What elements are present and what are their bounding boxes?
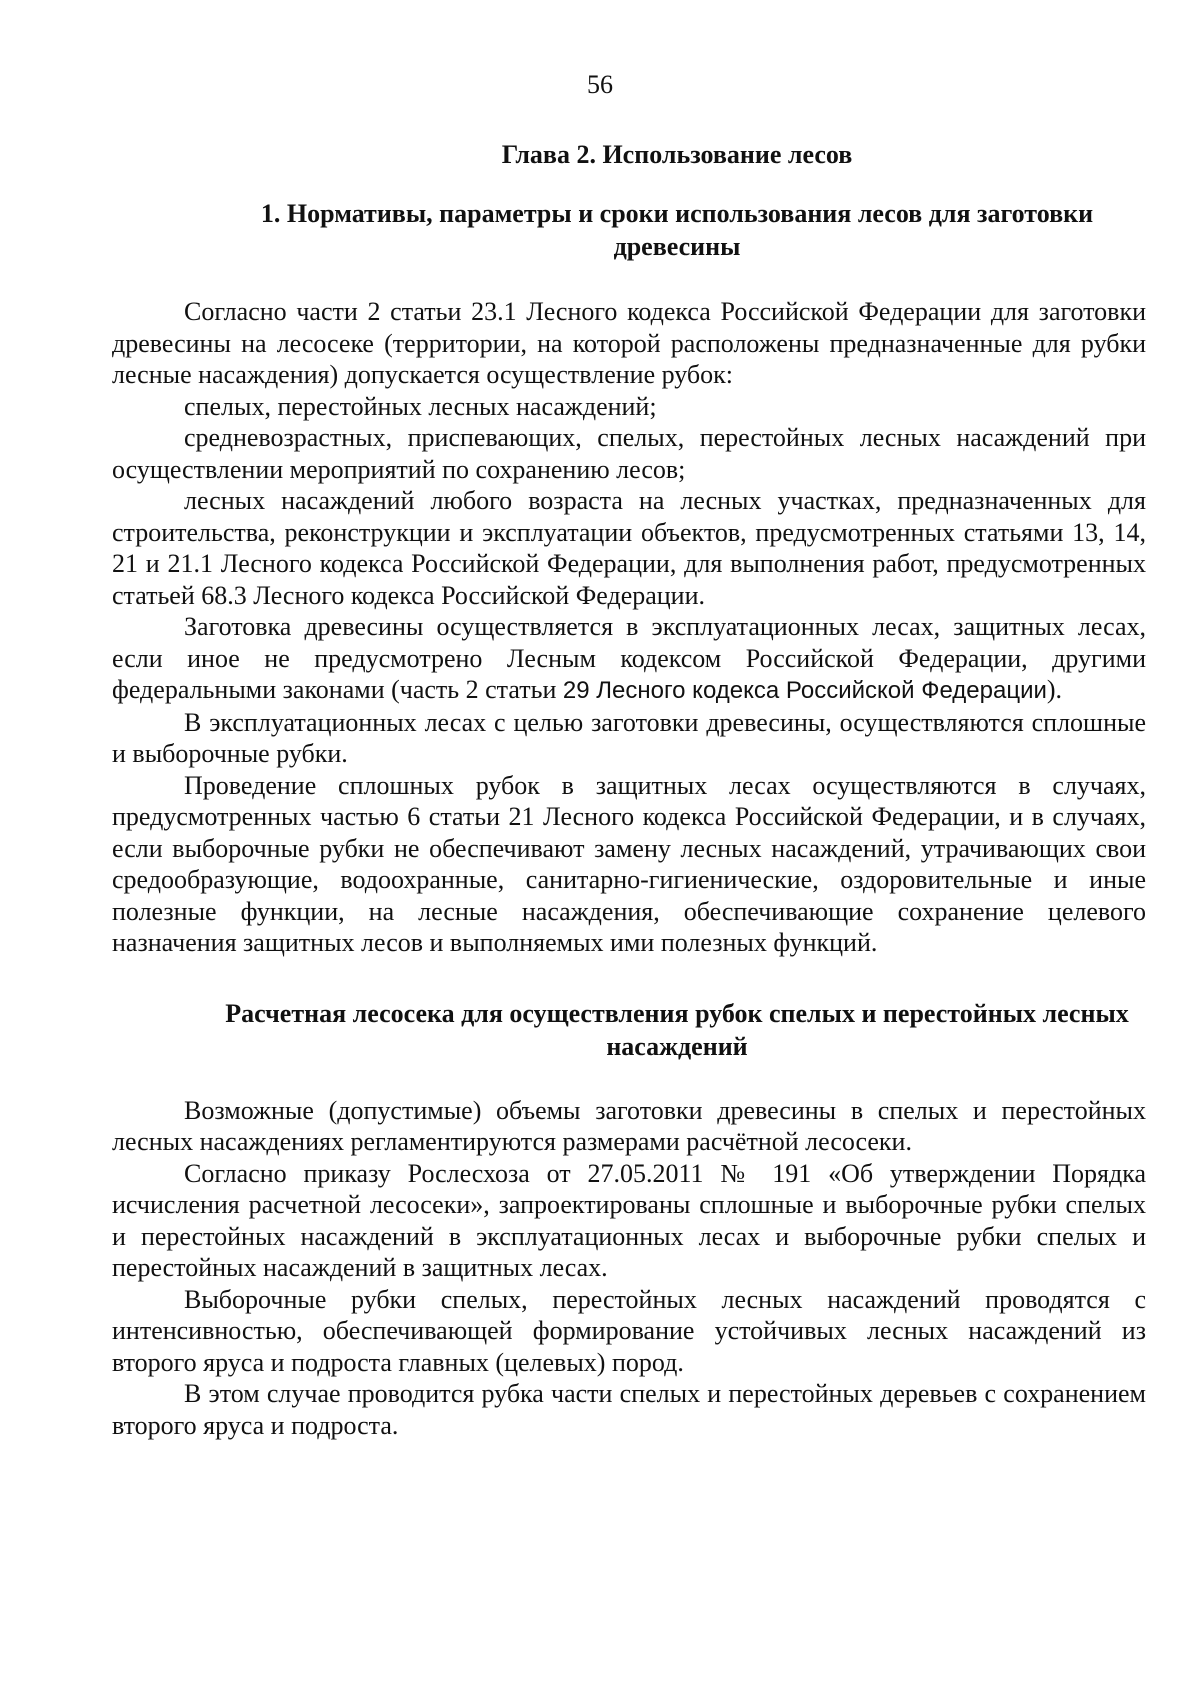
paragraph: Согласно части 2 статьи 23.1 Лесного кодекса Российской Федерации для заготовки древесины на лесосеке (территории, на которой расположены предназначенные для рубки лесные насаждения) допускается осуществление рубок:: [112, 297, 1146, 389]
list-item-paragraph: спелых, перестойных лесных насаждений;: [184, 391, 657, 421]
paragraph: Проведение сплошных рубок в защитных лесах осуществляются в случаях, предусмотренных частью 6 статьи 21 Лесного кодекса Российской Федерации, и в случаях, если выборочные рубки не обеспечивают замену лесных насаждений, утрачивающих свои средообразующие, водоохранные, санитарно-гигиенические, оздоровительные и иные полезные функции, на лесные насаждения, обеспечивающие сохранение целевого назначения защитных лесов и выполняемых ими полезных функций.: [112, 770, 1146, 957]
harvest-paragraph: [112, 611, 1146, 707]
harvest-paragraph-law-reference: 29 Лесного кодекса Российской Федерации: [562, 677, 1047, 704]
harvest-paragraph-text: Заготовка древесины осуществляется в эксплуатационных лесах, защитных лесах, если иное не предусмотрено Лесным кодексом Российской Федерации, другими федеральными законами (часть 2 статьи: [112, 612, 1146, 704]
paragraph: Возможные (допустимые) объемы заготовки древесины в спелых и перестойных лесных насаждениях регламентируются размерами расчётной лесосеки.: [112, 1095, 1146, 1156]
list-item-paragraph: лесных насаждений любого возраста на лесных участках, предназначенных для строительства, реконструкции и эксплуатации объектов, предусмотренных статьями 13, 14, 21 и 21.1 Лесного кодекса Российской Федерации, для выполнения работ, предусмотренных статьей 68.3 Лесного кодекса Российской Федерации.: [112, 486, 1146, 610]
chapter-title: Глава 2. Использование лесов: [501, 140, 853, 169]
list-item-paragraph: средневозрастных, приспевающих, спелых, перестойных лесных насаждений при осуществлении мероприятий по сохранению лесов;: [112, 423, 1146, 484]
paragraph: Согласно приказу Рослесхоза от 27.05.2011 № 191 «Об утверждении Порядка исчисления расчетной лесосеки», запроектированы сплошные и выборочные рубки спелых и перестойных насаждений в эксплуатационных лесах и выборочные рубки спелых и перестойных насаждений в защитных лесах.: [112, 1158, 1146, 1282]
subsection-title: Расчетная лесосека для осуществления рубок спелых и перестойных лесных насаждений: [225, 998, 1129, 1061]
harvest-paragraph-end: ).: [1046, 675, 1063, 704]
paragraph: В эксплуатационных лесах с целью заготовки древесины, осуществляются сплошные и выборочные рубки.: [112, 707, 1146, 768]
page-content: [112, 138, 1146, 1441]
page-number: 56: [587, 70, 613, 99]
paragraph: Выборочные рубки спелых, перестойных лесных насаждений проводятся с интенсивностью, обеспечивающей формирование устойчивых лесных насаждений из второго яруса и подроста главных (целевых) пород.: [112, 1284, 1146, 1377]
section-title: 1. Нормативы, параметры и сроки использования лесов для заготовки древесины: [260, 199, 1094, 261]
paragraph: В этом случае проводится рубка части спелых и перестойных деревьев с сохранением второго яруса и подроста.: [112, 1379, 1146, 1440]
